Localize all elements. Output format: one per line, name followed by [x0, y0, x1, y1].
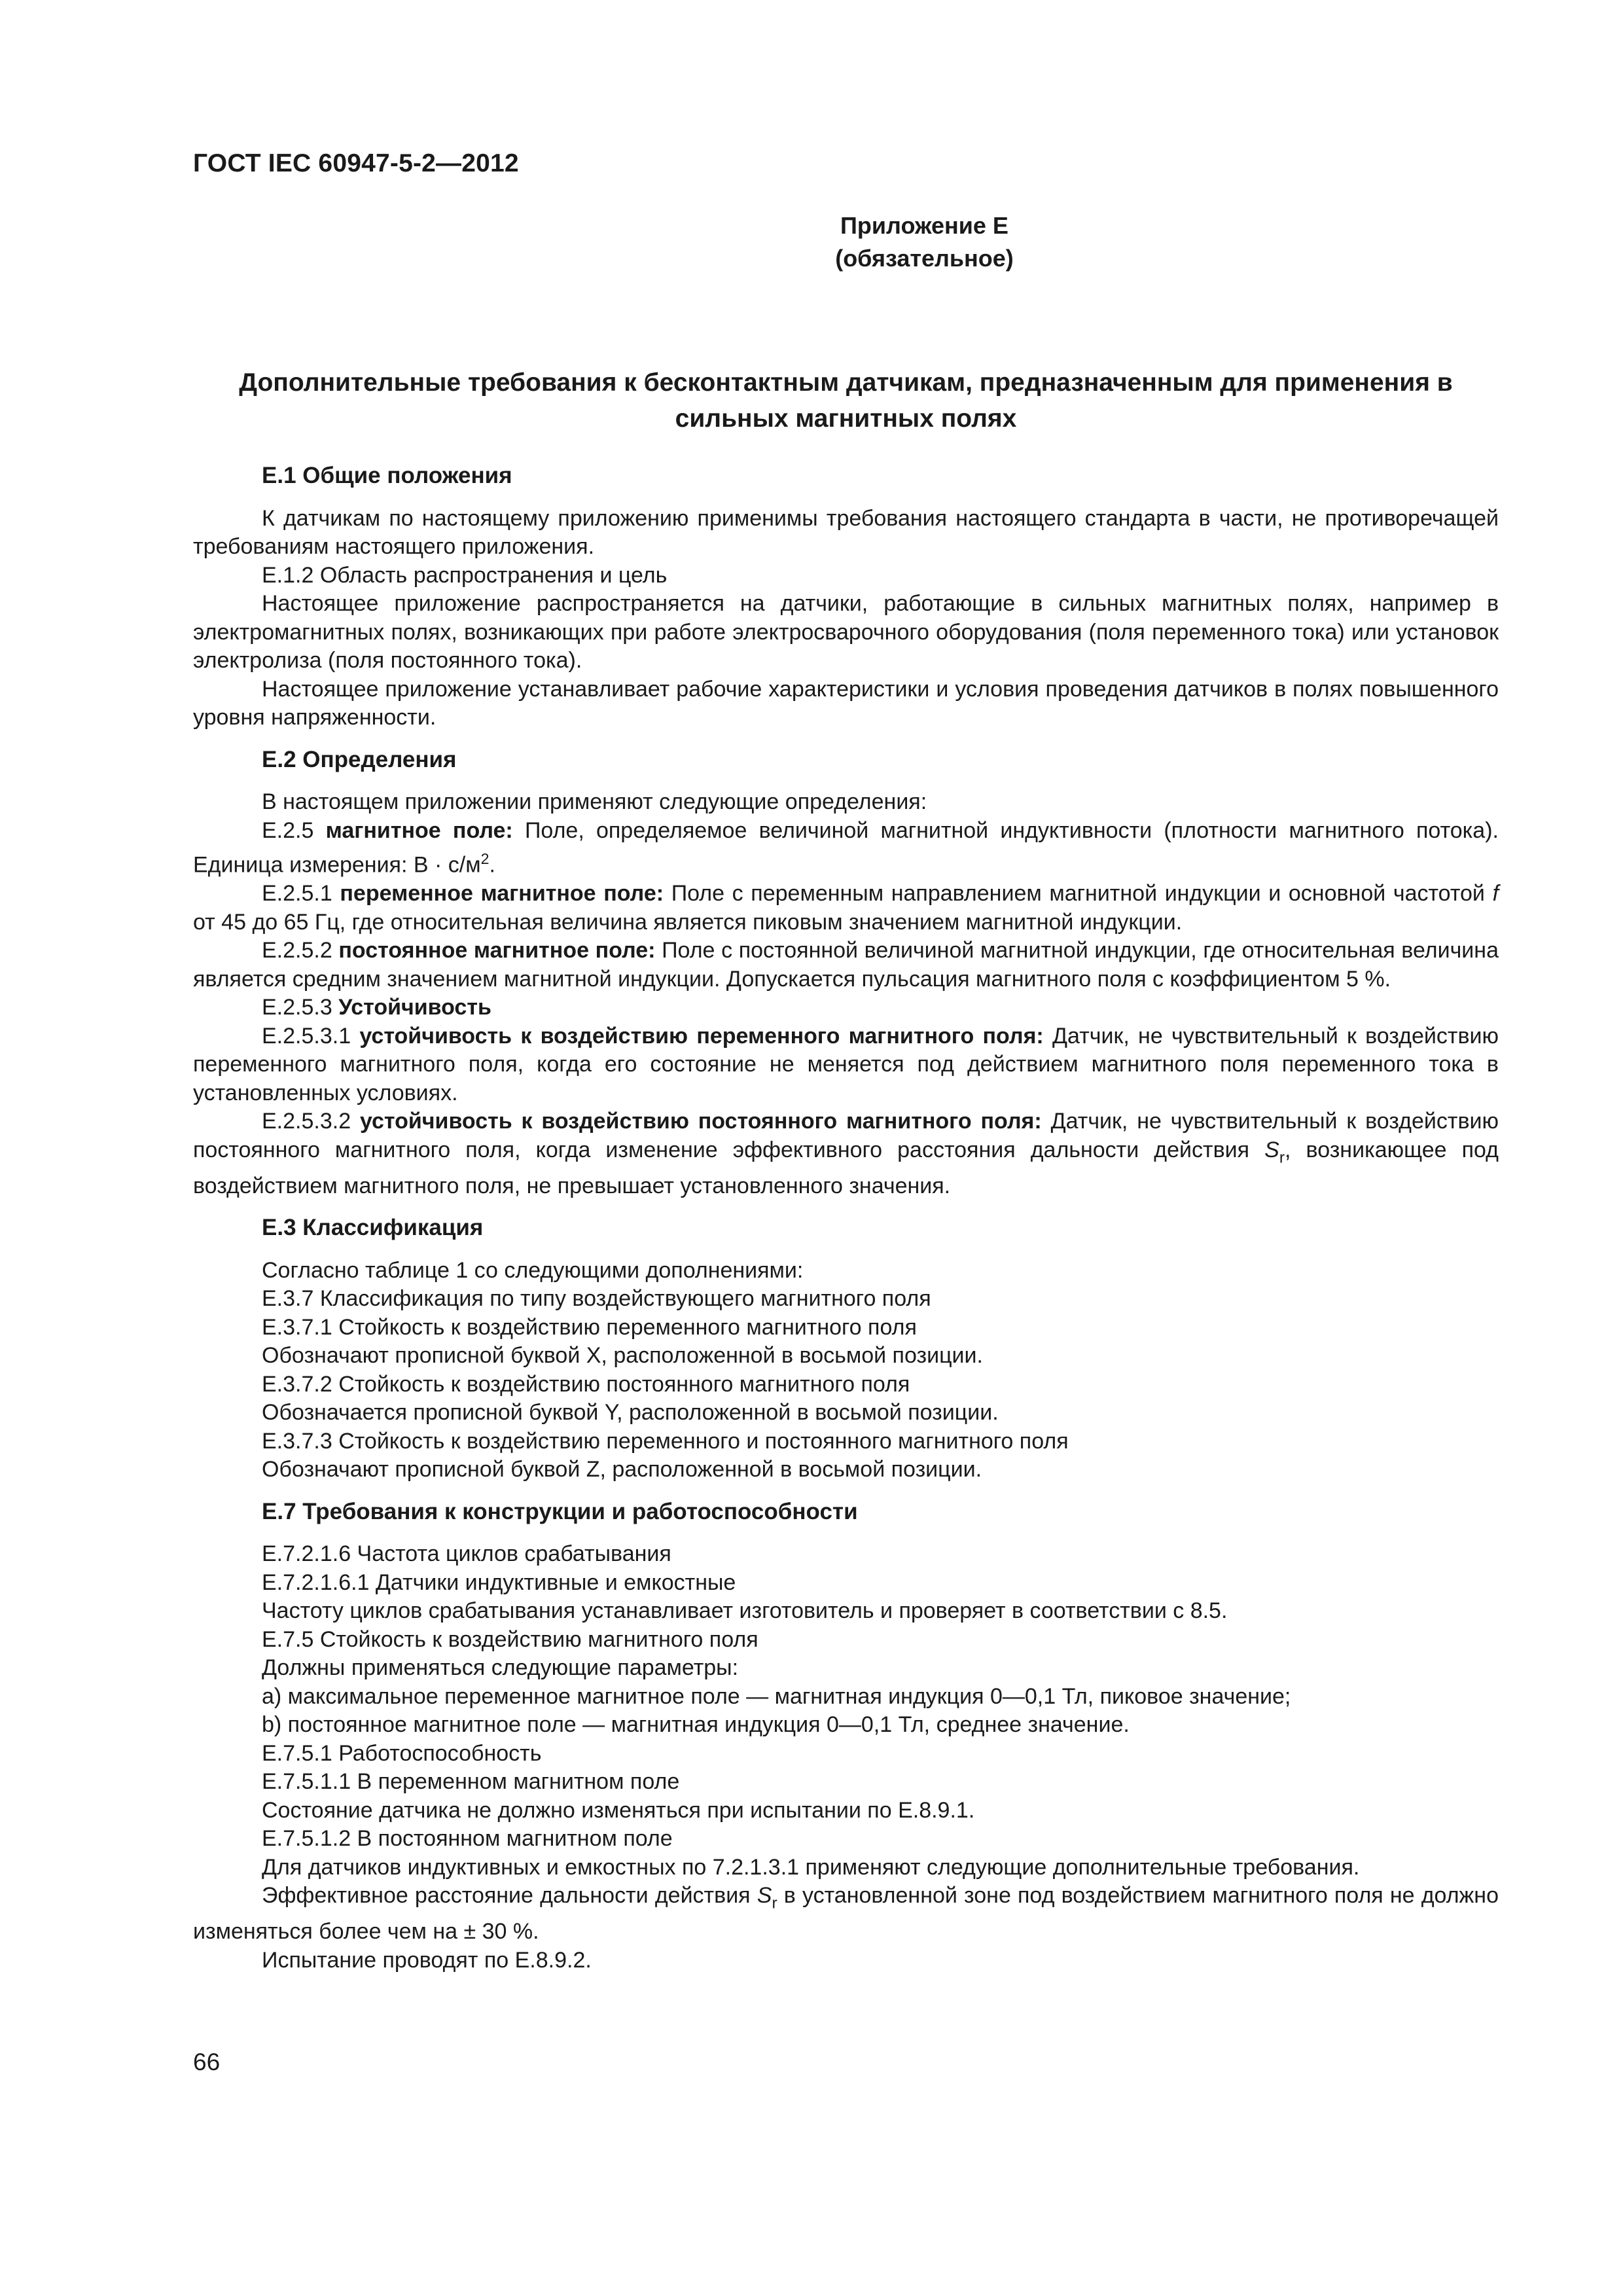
paragraph: Е.7.5.1.2 В постоянном магнитном поле — [262, 1826, 673, 1852]
definition-alternating-field — [193, 880, 1499, 937]
definition-stability — [193, 994, 1499, 1022]
paragraph: Настоящее приложение распространяется на датчики, работающие в сильных магнитных полях, например в электромагнитных полях, возникающих при работе электросварочного оборудования (поля переменного тока) или установок электролиза (поля постоянного тока). — [193, 591, 1499, 673]
paragraph: Е.3.7.3 Стойкость к воздействию переменного и постоянного магнитного поля — [262, 1428, 1069, 1454]
definition-magnetic-field — [193, 817, 1499, 880]
paragraph: Е.7.2.1.6 Частота циклов срабатывания — [262, 1541, 671, 1567]
paragraph: Е.7.5.1.1 В переменном магнитном поле — [262, 1769, 680, 1795]
paragraph: В настоящем приложении применяют следующие определения: — [262, 789, 927, 814]
defined-term: Устойчивость — [338, 995, 491, 1020]
paragraph: Обозначается прописной буквой Y, расположенной в восьмой позиции. — [262, 1400, 999, 1426]
subscript: r — [1279, 1149, 1285, 1167]
variable: f — [1492, 881, 1499, 906]
list-item: b) постоянное магнитное поле — магнитная индукция 0—0,1 Тл, среднее значение. — [262, 1712, 1130, 1738]
defined-term: устойчивость к воздействию переменного магнитного поля: — [359, 1023, 1044, 1049]
paragraph: Е.7.2.1.6.1 Датчики индуктивные и емкостные — [262, 1570, 736, 1595]
definition-text: Поле с переменным направлением магнитной индукции и основной частотой — [664, 881, 1493, 906]
clause-number: Е.2.5.3 — [262, 995, 339, 1020]
section-heading-e1: Е.1 Общие положения — [262, 463, 512, 488]
document-body — [193, 461, 1499, 1975]
annex-label: Приложение Е — [840, 212, 1008, 239]
paragraph-text: в установленной зоне под воздействием магнитного поля не должно изменяться более чем на ± 30 %. — [193, 1883, 1499, 1945]
paragraph: Е.7.5.1 Работоспособность — [262, 1740, 542, 1766]
page-number: 66 — [193, 2049, 221, 2075]
paragraph-effective-distance — [193, 1882, 1499, 1946]
defined-term: переменное магнитное поле: — [340, 881, 664, 906]
definition-text: Датчик, не чувствительный к воздействию постоянного магнитного поля, когда изменение эффективного расстояния дальности действия — [193, 1109, 1499, 1162]
paragraph: Должны применяться следующие параметры: — [262, 1655, 739, 1681]
clause-number: Е.2.5.3.1 — [262, 1023, 360, 1049]
paragraph: Е.7.5 Стойкость к воздействию магнитного поля — [262, 1626, 758, 1652]
paragraph: Настоящее приложение устанавливает рабочие характеристики и условия проведения датчиков в полях повышенного уровня напряженности. — [193, 676, 1499, 730]
paragraph: Е.3.7.1 Стойкость к воздействию переменного магнитного поля — [262, 1314, 917, 1340]
section-heading-e3: Е.3 Классификация — [262, 1215, 484, 1241]
section-heading-e2: Е.2 Определения — [262, 746, 457, 772]
paragraph: Частоту циклов срабатывания устанавливает изготовитель и проверяет в соответствии с 8.5. — [262, 1598, 1228, 1624]
superscript: 2 — [480, 850, 490, 867]
definition-text: Поле, определяемое величиной магнитной индуктивности (плотности магнитного потока). Единица измерения: В · с/м — [193, 817, 1499, 878]
definition-text: Поле с постоянной величиной магнитной индукции, где относительная величина является средним значением магнитной индукции. Допускается пульсация магнитного поля с коэффициентом 5 %. — [193, 938, 1499, 992]
document-title: Дополнительные требования к бесконтактным датчикам, предназначенным для применения в сильных магнитных полях — [239, 368, 1453, 433]
annex-status: (обязательное) — [835, 245, 1014, 272]
clause-number: Е.2.5.1 — [262, 881, 340, 906]
paragraph: Для датчиков индуктивных и емкостных по 7.2.1.3.1 применяют следующие дополнительные требования. — [262, 1854, 1360, 1880]
section-heading-e7: Е.7 Требования к конструкции и работоспособности — [262, 1498, 858, 1524]
defined-term: магнитное поле: — [325, 817, 513, 843]
definition-text: от 45 до 65 Гц, где относительная величина является пиковым значением магнитной индукции. — [193, 909, 1183, 935]
paragraph: Испытание проводят по Е.8.9.2. — [262, 1947, 592, 1973]
paragraph: Обозначают прописной буквой Z, расположенной в восьмой позиции. — [262, 1457, 982, 1482]
definition-text: Датчик, не чувствительный к воздействию переменного магнитного поля, когда его состояние не меняется под действием магнитного поля переменного тока в установленных условиях. — [193, 1023, 1499, 1105]
paragraph: Е.3.7.2 Стойкость к воздействию постоянного магнитного поля — [262, 1371, 910, 1397]
paragraph-text: Эффективное расстояние дальности действия — [262, 1883, 757, 1909]
definition-dc-immunity — [193, 1107, 1499, 1200]
paragraph: Согласно таблице 1 со следующими дополнениями: — [262, 1257, 804, 1283]
definition-text: , возникающее под воздействием магнитного поля, не превышает установленного значения. — [193, 1137, 1499, 1198]
definition-constant-field — [193, 937, 1499, 994]
definition-text: . — [489, 852, 495, 878]
paragraph: К датчикам по настоящему приложению применимы требования настоящего стандарта в части, не противоречащей требованиям настоящего приложения. — [193, 505, 1499, 559]
paragraph: Е.1.2 Область распространения и цель — [262, 562, 668, 588]
subscript: r — [772, 1894, 777, 1912]
paragraph: Обозначают прописной буквой X, расположенной в восьмой позиции. — [262, 1343, 983, 1369]
clause-number: Е.2.5 — [262, 817, 326, 843]
defined-term: постоянное магнитное поле: — [338, 938, 656, 963]
standard-header: ГОСТ IEC 60947-5-2—2012 — [193, 149, 519, 177]
variable: S — [1264, 1137, 1279, 1162]
variable: S — [757, 1883, 772, 1909]
defined-term: устойчивость к воздействию постоянного магнитного поля: — [359, 1109, 1042, 1134]
annex-heading — [0, 209, 1623, 275]
clause-number: Е.2.5.3.2 — [262, 1109, 360, 1134]
clause-number: Е.2.5.2 — [262, 938, 339, 963]
definition-ac-immunity — [193, 1022, 1499, 1108]
paragraph: Состояние датчика не должно изменяться при испытании по Е.8.9.1. — [262, 1797, 975, 1823]
paragraph: Е.3.7 Классификация по типу воздействующего магнитного поля — [262, 1286, 931, 1312]
list-item: a) максимальное переменное магнитное поле — магнитная индукция 0—0,1 Тл, пиковое значение; — [262, 1683, 1291, 1709]
